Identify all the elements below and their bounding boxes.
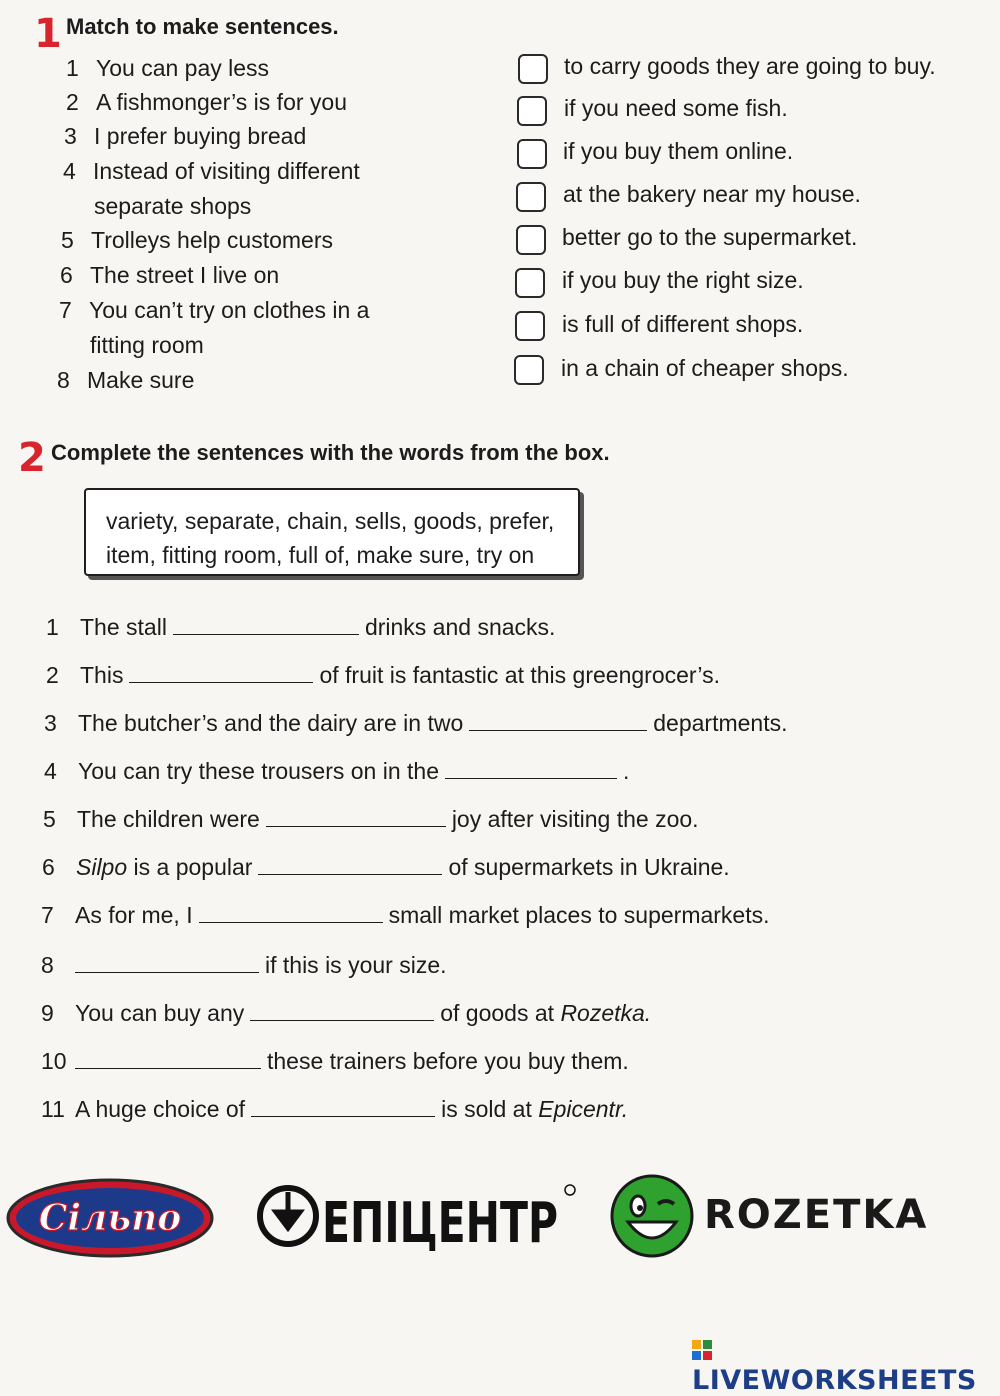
word-box-line-2: item, fitting room, full of, make sure, try on xyxy=(106,542,535,568)
answer-box-h[interactable] xyxy=(514,355,544,385)
rozetka-logo-text: ROZETKA xyxy=(704,1192,929,1238)
liveworksheets-text: LIVEWORKSHEETS xyxy=(692,1365,977,1396)
sentence-10: 10 these trainers before you buy them. xyxy=(41,1048,629,1074)
answer-box-a[interactable] xyxy=(518,54,548,84)
answer-box-d[interactable] xyxy=(516,182,546,212)
liveworksheets-brand xyxy=(692,1334,1000,1396)
sentence-3: 3 The butcher’s and the dairy are in two departments. xyxy=(44,710,788,736)
answer-box-b[interactable] xyxy=(517,96,547,126)
right-item-g: is full of different shops. xyxy=(562,311,804,337)
left-item-4: 4 Instead of visiting different xyxy=(63,158,360,184)
sentence-1: 1 The stall drinks and snacks. xyxy=(46,614,556,640)
sentence-2: 2 This of fruit is fantastic at this greengrocer’s. xyxy=(46,662,721,688)
sentence-11: 11 A huge choice of is sold at Epicentr. xyxy=(41,1096,629,1122)
right-item-f: if you buy the right size. xyxy=(562,267,804,293)
blank-4[interactable] xyxy=(445,756,617,779)
silpo-logo-text: Сільпо xyxy=(38,1197,182,1239)
answer-box-f[interactable] xyxy=(515,268,545,298)
word-box xyxy=(84,488,580,576)
epicentr-logo-text: ЕПІЦЕНТР xyxy=(322,1191,558,1256)
blank-11[interactable] xyxy=(251,1094,435,1117)
left-item-5: 5 Trolleys help customers xyxy=(61,227,334,253)
right-item-b: if you need some fish. xyxy=(564,95,788,121)
blank-3[interactable] xyxy=(469,708,647,731)
sentence-4: 4 You can try these trousers on in the . xyxy=(44,758,630,784)
section-2-number: 2 xyxy=(18,435,46,481)
blank-7[interactable] xyxy=(199,900,383,923)
sentence-8: 8 if this is your size. xyxy=(41,952,447,978)
section-1-title: Match to make sentences. xyxy=(66,14,339,39)
blank-5[interactable] xyxy=(266,804,446,827)
blank-8[interactable] xyxy=(75,950,259,973)
right-item-e: better go to the supermarket. xyxy=(562,224,858,250)
epicentr-logo xyxy=(254,1178,584,1254)
blank-9[interactable] xyxy=(250,998,434,1021)
sentence-7: 7 As for me, I small market places to supermarkets. xyxy=(41,902,770,928)
blank-1[interactable] xyxy=(173,612,359,635)
rozetka-smiley-icon xyxy=(610,1172,694,1260)
left-item-8: 8 Make sure xyxy=(57,367,195,393)
right-item-a: to carry goods they are going to buy. xyxy=(564,53,936,79)
blank-10[interactable] xyxy=(75,1046,261,1069)
blank-6[interactable] xyxy=(258,852,442,875)
silpo-logo xyxy=(6,1178,214,1258)
section-2-title: Complete the sentences with the words from the box. xyxy=(51,440,610,465)
left-item-7: 7 You can’t try on clothes in a xyxy=(59,297,370,323)
sentence-6: 6 Silpo is a popular of supermarkets in Ukraine. xyxy=(42,854,730,880)
left-item-2: 2 A fishmonger’s is for you xyxy=(66,89,347,115)
left-item-1: 1 You can pay less xyxy=(66,55,270,81)
word-box-line-1: variety, separate, chain, sells, goods, prefer, xyxy=(106,508,555,534)
blank-2[interactable] xyxy=(129,660,313,683)
right-item-c: if you buy them online. xyxy=(563,138,794,164)
left-item-6: 6 The street I live on xyxy=(60,262,280,288)
left-item-4-line-2: separate shops xyxy=(94,193,252,219)
answer-box-g[interactable] xyxy=(515,311,545,341)
answer-box-e[interactable] xyxy=(516,225,546,255)
answer-box-c[interactable] xyxy=(517,139,547,169)
sentence-9: 9 You can buy any of goods at Rozetka. xyxy=(41,1000,652,1026)
liveworksheets-icon xyxy=(692,1339,712,1361)
left-item-7-line-2: fitting room xyxy=(90,332,204,358)
left-item-3: 3 I prefer buying bread xyxy=(64,123,307,149)
right-item-h: in a chain of cheaper shops. xyxy=(561,355,849,381)
section-1-number: 1 xyxy=(34,11,62,57)
sentence-5: 5 The children were joy after visiting the zoo. xyxy=(43,806,699,832)
right-item-d: at the bakery near my house. xyxy=(563,181,861,207)
